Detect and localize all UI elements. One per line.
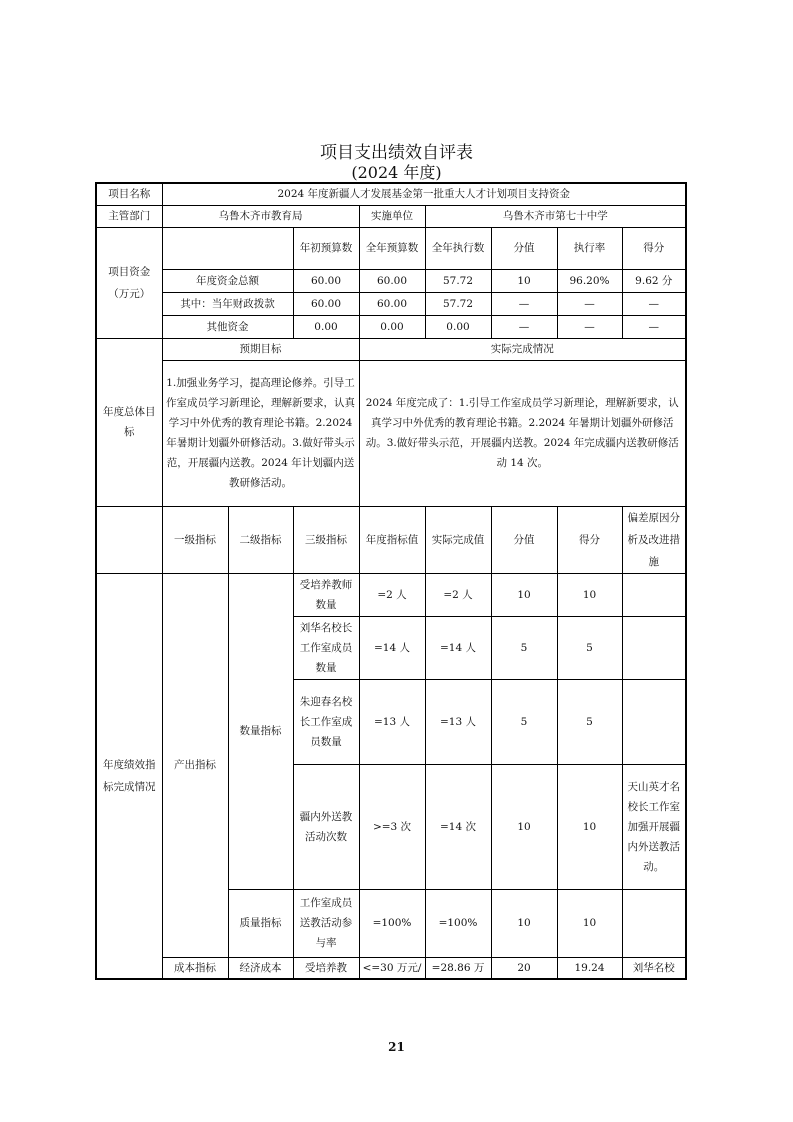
page-title: 项目支出绩效自评表 xyxy=(320,143,473,163)
level2-quantity: 数量指标 xyxy=(228,573,293,889)
target-value: =13 人 xyxy=(359,679,425,764)
funds-score-value: 10 xyxy=(491,269,557,292)
funds-executed: 57.72 xyxy=(425,269,491,292)
funds-annual: 60.00 xyxy=(359,292,425,315)
funds-header-blank xyxy=(162,227,293,269)
actual-value: =14 人 xyxy=(425,616,491,679)
score-value: 5 xyxy=(491,616,557,679)
dept-label: 主管部门 xyxy=(96,205,162,227)
page-subtitle: (2024 年度) xyxy=(351,163,442,182)
funds-header-annual: 全年预算数 xyxy=(359,227,425,269)
performance-table xyxy=(95,182,687,980)
level2-quality: 质量指标 xyxy=(228,889,293,957)
score: 10 xyxy=(557,764,622,889)
score-value: 10 xyxy=(491,573,557,616)
funds-score-value: — xyxy=(491,292,557,315)
target-value: =2 人 xyxy=(359,573,425,616)
level3-name: 受培养教 xyxy=(293,957,359,979)
deviation-note: 刘华名校 xyxy=(622,957,686,979)
goals-expected-text: 1.加强业务学习，提高理论修养。引导工作室成员学习新理论，理解新要求，认真学习中外优秀的教育理论书籍。2.2024 年暑期计划疆外研修活动。3.做好带头示范，开展疆内送教。2024 年计划疆内送教研修活动。 xyxy=(162,360,359,506)
indicators-header-level1: 一级指标 xyxy=(162,506,228,573)
indicators-header-actual: 实际完成值 xyxy=(425,506,491,573)
funds-header-score: 得分 xyxy=(622,227,686,269)
actual-value: =2 人 xyxy=(425,573,491,616)
funds-row-total xyxy=(96,269,686,292)
funds-header-executed: 全年执行数 xyxy=(425,227,491,269)
funds-initial: 60.00 xyxy=(293,269,359,292)
level3-name: 工作室成员送教活动参与率 xyxy=(293,889,359,957)
actual-value: =14 次 xyxy=(425,764,491,889)
funds-score: — xyxy=(622,292,686,315)
project-name-label: 项目名称 xyxy=(96,183,162,205)
level3-name: 受培养教师数量 xyxy=(293,573,359,616)
funds-rate: — xyxy=(557,315,622,338)
funds-row-other xyxy=(96,315,686,338)
target-value: =100% xyxy=(359,889,425,957)
page-number: 21 xyxy=(388,1040,405,1054)
goals-label: 年度总体目标 xyxy=(96,338,162,506)
indicators-header-level3: 三级指标 xyxy=(293,506,359,573)
funds-score: — xyxy=(622,315,686,338)
score: 10 xyxy=(557,889,622,957)
score: 5 xyxy=(557,616,622,679)
funds-header-score-value: 分值 xyxy=(491,227,557,269)
target-value: =14 人 xyxy=(359,616,425,679)
funds-score: 9.62 分 xyxy=(622,269,686,292)
funds-score-value: — xyxy=(491,315,557,338)
indicators-header-row xyxy=(96,506,686,573)
funds-executed: 57.72 xyxy=(425,292,491,315)
dept-row xyxy=(96,205,686,227)
project-name-row xyxy=(96,183,686,205)
score: 10 xyxy=(557,573,622,616)
score: 19.24 xyxy=(557,957,622,979)
funds-header-rate: 执行率 xyxy=(557,227,622,269)
indicator-row-cost xyxy=(96,957,686,979)
deviation-note xyxy=(622,889,686,957)
funds-annual: 0.00 xyxy=(359,315,425,338)
score-value: 5 xyxy=(491,679,557,764)
goals-actual-text: 2024 年度完成了：1.引导工作室成员学习新理论，理解新要求，认真学习中外优秀的教育理论书籍。2.2024 年暑期计划疆外研修活动。3.做好带头示范，开展疆内送教。2024 年完成疆内送教研修活动 14 次。 xyxy=(359,360,686,506)
indicators-header-note: 偏差原因分析及改进措施 xyxy=(622,506,686,573)
level1-cost: 成本指标 xyxy=(162,957,228,979)
funds-initial: 0.00 xyxy=(293,315,359,338)
level3-name: 朱迎春名校长工作室成员数量 xyxy=(293,679,359,764)
target-value: <=30 万元/ xyxy=(359,957,425,979)
level3-name: 刘华名校长工作室成员数量 xyxy=(293,616,359,679)
dept-value: 乌鲁木齐市教育局 xyxy=(162,205,359,227)
score-value: 10 xyxy=(491,889,557,957)
funds-annual: 60.00 xyxy=(359,269,425,292)
score-value: 10 xyxy=(491,764,557,889)
indicators-section-label: 年度绩效指标完成情况 xyxy=(96,573,162,979)
funds-row-label: 年度资金总额 xyxy=(162,269,293,292)
funds-rate: 96.20% xyxy=(557,269,622,292)
funds-rate: — xyxy=(557,292,622,315)
deviation-note xyxy=(622,616,686,679)
level3-name: 疆内外送教活动次数 xyxy=(293,764,359,889)
funds-label: 项目资金（万元） xyxy=(96,227,162,338)
actual-value: =100% xyxy=(425,889,491,957)
actual-value: =28.86 万 xyxy=(425,957,491,979)
target-value: >=3 次 xyxy=(359,764,425,889)
funds-header-row xyxy=(96,227,686,269)
indicators-header-blank xyxy=(96,506,162,573)
goals-content-row xyxy=(96,360,686,506)
score-value: 20 xyxy=(491,957,557,979)
funds-header-initial: 年初预算数 xyxy=(293,227,359,269)
level2-economic: 经济成本 xyxy=(228,957,293,979)
funds-row-label: 其他资金 xyxy=(162,315,293,338)
indicators-header-level2: 二级指标 xyxy=(228,506,293,573)
deviation-note: 天山英才名校长工作室加强开展疆内外送教活动。 xyxy=(622,764,686,889)
indicators-header-score: 得分 xyxy=(557,506,622,573)
indicator-row xyxy=(96,573,686,616)
goals-actual-header: 实际完成情况 xyxy=(359,338,686,360)
indicators-header-value: 分值 xyxy=(491,506,557,573)
funds-row-fiscal xyxy=(96,292,686,315)
funds-row-label: 其中：当年财政拨款 xyxy=(162,292,293,315)
unit-label: 实施单位 xyxy=(359,205,425,227)
deviation-note xyxy=(622,679,686,764)
goals-expected-header: 预期目标 xyxy=(162,338,359,360)
deviation-note xyxy=(622,573,686,616)
funds-initial: 60.00 xyxy=(293,292,359,315)
actual-value: =13 人 xyxy=(425,679,491,764)
unit-value: 乌鲁木齐市第七十中学 xyxy=(425,205,686,227)
level1-output: 产出指标 xyxy=(162,573,228,957)
project-name: 2024 年度新疆人才发展基金第一批重大人才计划项目支持资金 xyxy=(162,183,686,205)
funds-executed: 0.00 xyxy=(425,315,491,338)
indicators-header-target: 年度指标值 xyxy=(359,506,425,573)
goals-header-row xyxy=(96,338,686,360)
score: 5 xyxy=(557,679,622,764)
